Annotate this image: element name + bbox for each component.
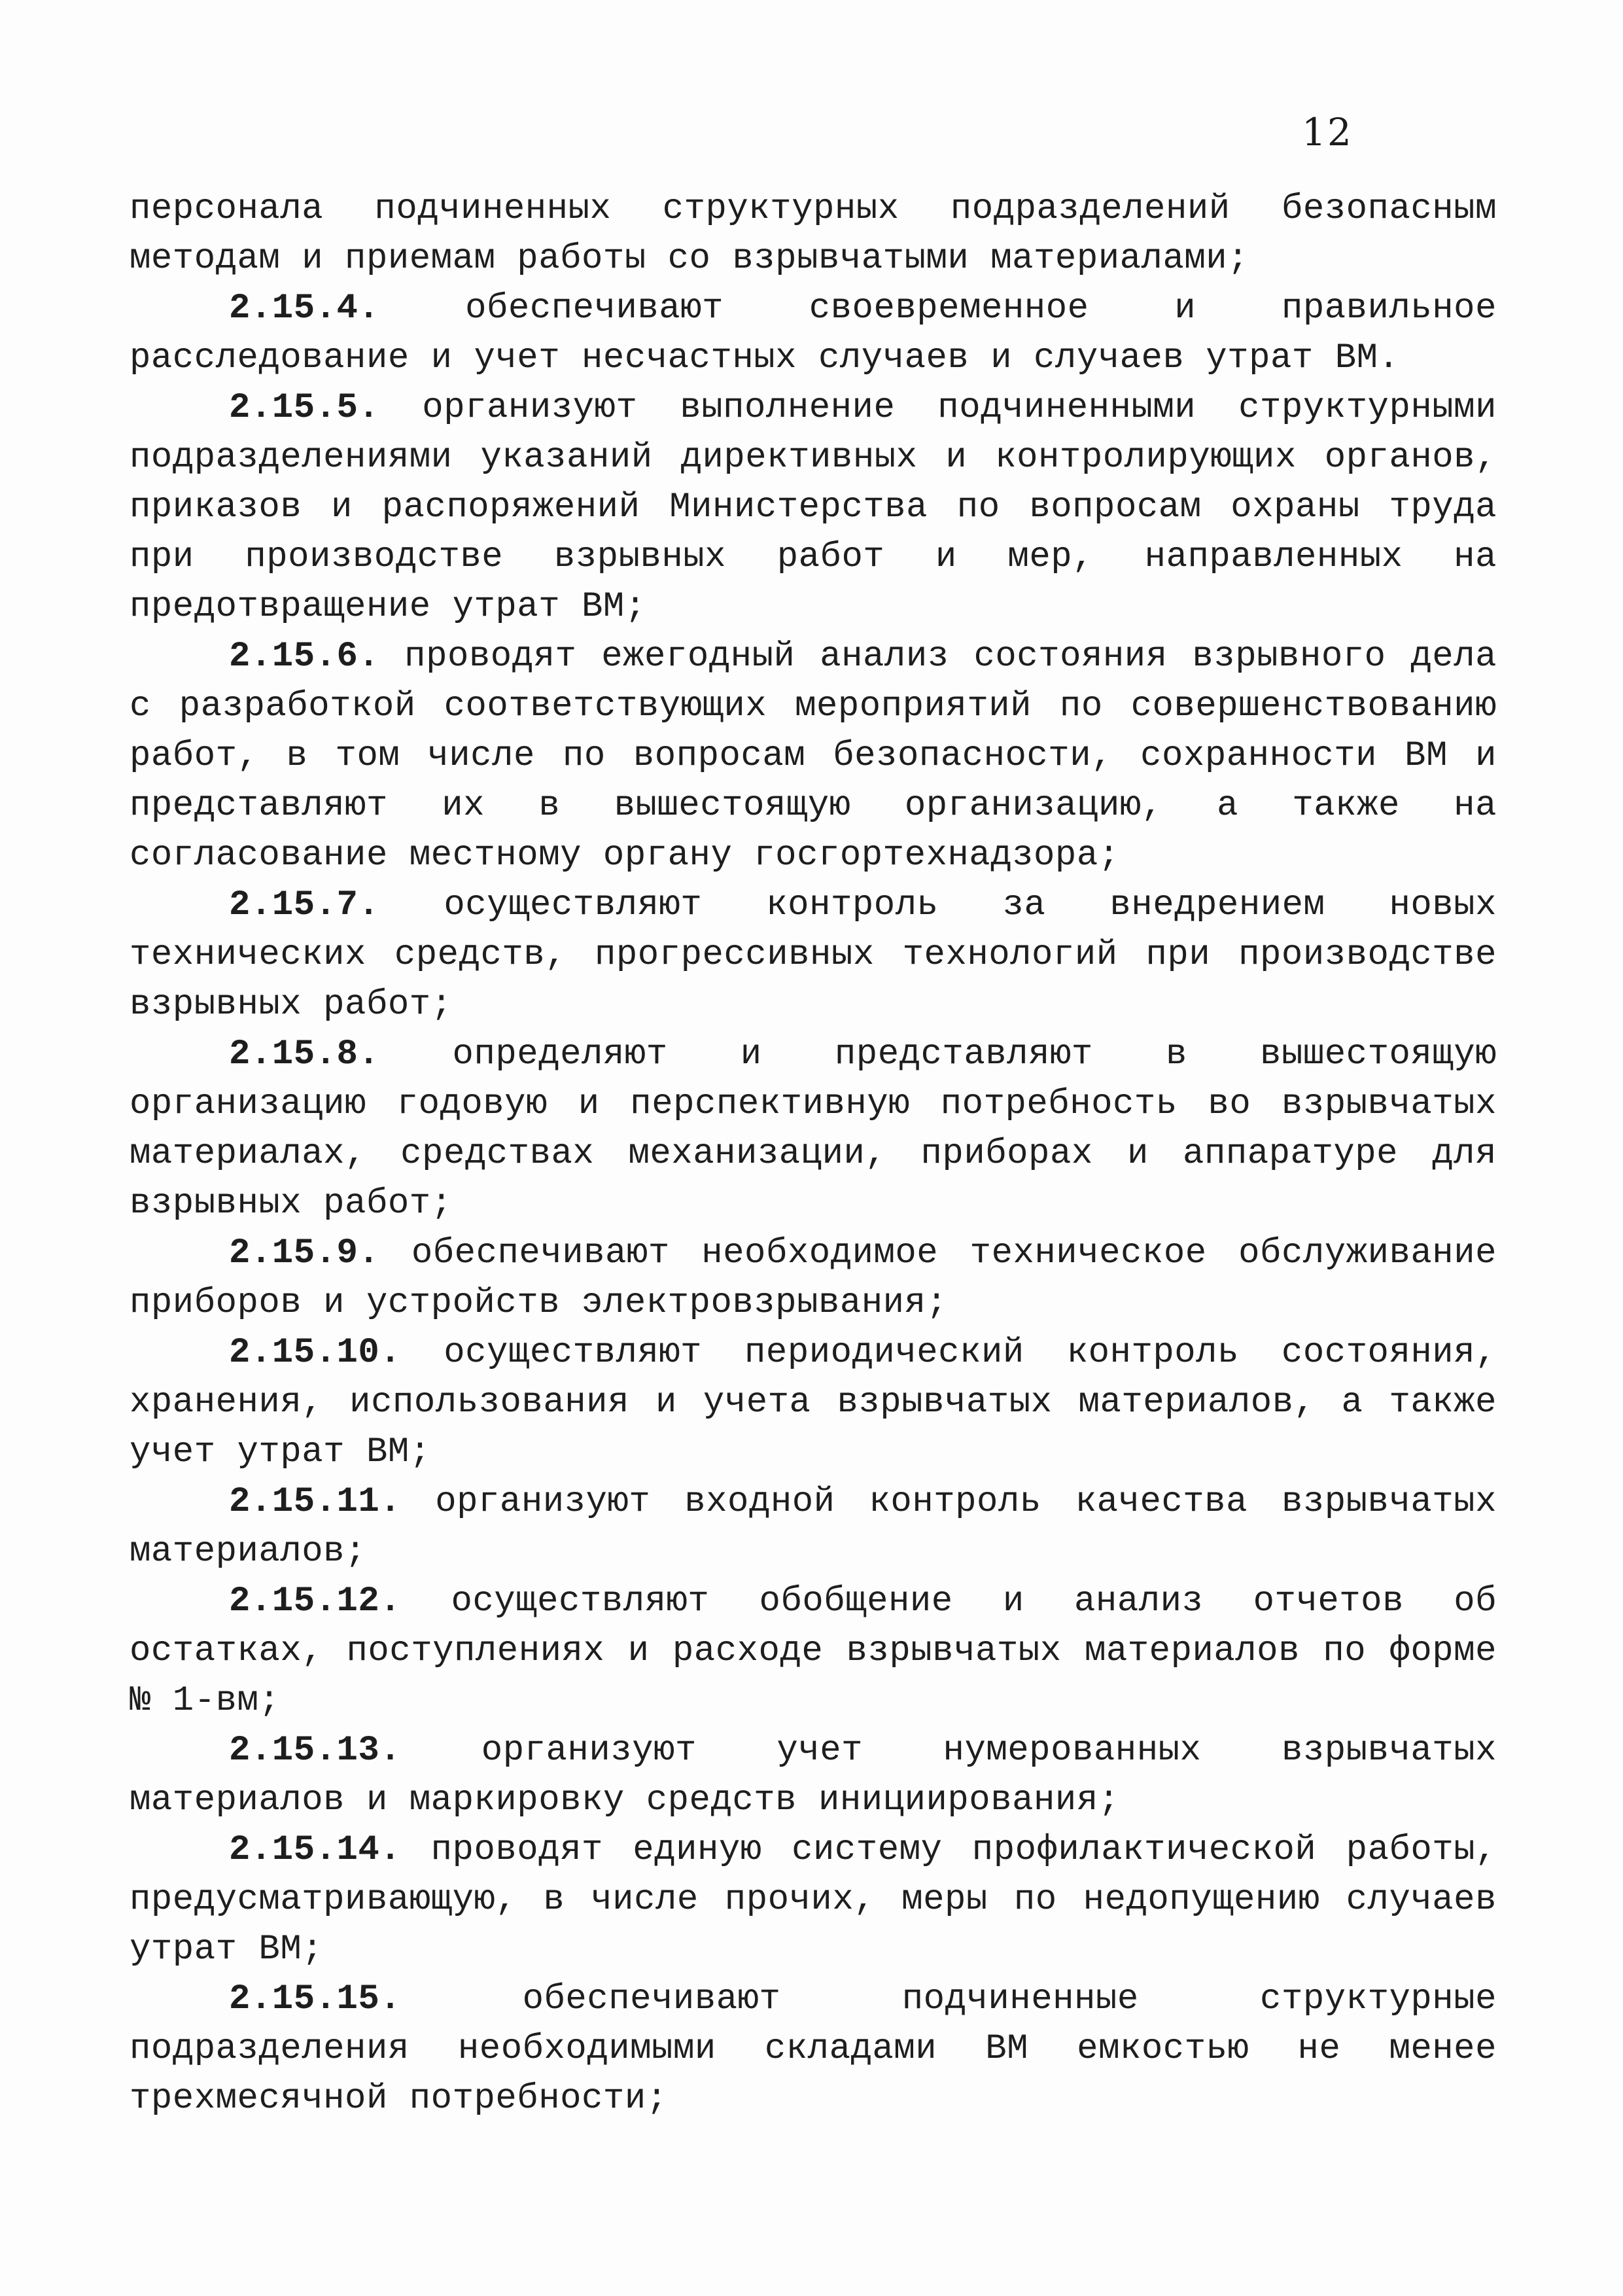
paragraph-text: осуществляют периодический контроль состояния, хранения, использования и учета взрывчатых материалов, а также учет утрат ВМ; xyxy=(130,1333,1497,1472)
clause-number: 2.15.5. xyxy=(229,388,380,428)
paragraph-2-15-13 xyxy=(130,1726,1497,1826)
paragraph-text: обеспечивают подчиненные структурные подразделения необходимыми складами ВМ емкостью не менее трехмесячной потребности; xyxy=(130,1979,1497,2119)
paragraph-text: обеспечивают необходимое техническое обслуживание приборов и устройств электровзрывания; xyxy=(130,1233,1497,1323)
paragraph-2-15-14 xyxy=(130,1826,1497,1975)
paragraph-text: обеспечивают своевременное и правильное расследование и учет несчастных случаев и случаев утрат ВМ. xyxy=(130,289,1497,378)
clause-number: 2.15.6. xyxy=(229,637,380,677)
paragraph-2-15-7 xyxy=(130,881,1497,1030)
paragraph-text: определяют и представляют в вышестоящую организацию годовую и перспективную потребность во взрывчатых материалах, средствах механизации, приборах и аппаратуре для взрывных работ; xyxy=(130,1034,1497,1224)
paragraph-2-15-12 xyxy=(130,1577,1497,1726)
paragraph-text: организуют выполнение подчиненными структурными подразделениями указаний директивных и контролирующих органов, приказов и распоряжений Министерства по вопросам охраны труда при производстве взрывных работ и мер, направленных на предотвращение утрат ВМ; xyxy=(130,388,1497,627)
paragraph-text: организуют учет нумерованных взрывчатых материалов и маркировку средств инициирования; xyxy=(130,1731,1497,1820)
paragraph-text: осуществляют обобщение и анализ отчетов об остатках, поступлениях и расходе взрывчатых материалов по форме № 1-вм; xyxy=(130,1581,1497,1721)
clause-number: 2.15.12. xyxy=(229,1581,402,1621)
paragraph-2-15-10 xyxy=(130,1328,1497,1477)
clause-number: 2.15.13. xyxy=(229,1731,402,1771)
clause-number: 2.15.10. xyxy=(229,1333,402,1373)
clause-number: 2.15.14. xyxy=(229,1830,402,1870)
paragraph-continuation xyxy=(130,185,1497,284)
paragraph-2-15-9 xyxy=(130,1229,1497,1328)
clause-number: 2.15.11. xyxy=(229,1482,402,1522)
clause-number: 2.15.15. xyxy=(229,1979,402,2019)
paragraph-2-15-4 xyxy=(130,284,1497,383)
clause-number: 2.15.4. xyxy=(229,289,380,328)
clause-number: 2.15.7. xyxy=(229,885,380,925)
paragraph-2-15-15 xyxy=(130,1975,1497,2124)
clause-number: 2.15.8. xyxy=(229,1034,380,1074)
paragraph-2-15-8 xyxy=(130,1030,1497,1229)
paragraph-2-15-5 xyxy=(130,383,1497,632)
page-number: 12 xyxy=(1302,110,1353,154)
paragraph-2-15-6 xyxy=(130,632,1497,881)
paragraph-text: персонала подчиненных структурных подразделений безопасным методам и приемам работы со взрывчатыми материалами; xyxy=(130,189,1497,279)
paragraph-text: осуществляют контроль за внедрением новых технических средств, прогрессивных технологий при производстве взрывных работ; xyxy=(130,885,1497,1025)
paragraph-text: организуют входной контроль качества взрывчатых материалов; xyxy=(130,1482,1497,1572)
document-body xyxy=(130,185,1497,2124)
paragraph-text: проводят ежегодный анализ состояния взрывного дела с разработкой соответствующих мероприятий по совершенствованию работ, в том числе по вопросам безопасности, сохранности ВМ и представляют их в вышестоящую организацию, а также на согласование местному органу госгортехнадзора; xyxy=(130,637,1497,875)
paragraph-2-15-11 xyxy=(130,1477,1497,1577)
clause-number: 2.15.9. xyxy=(229,1233,380,1273)
paragraph-text: проводят единую систему профилактической работы, предусматривающую, в числе прочих, меры по недопущению случаев утрат ВМ; xyxy=(130,1830,1497,1969)
